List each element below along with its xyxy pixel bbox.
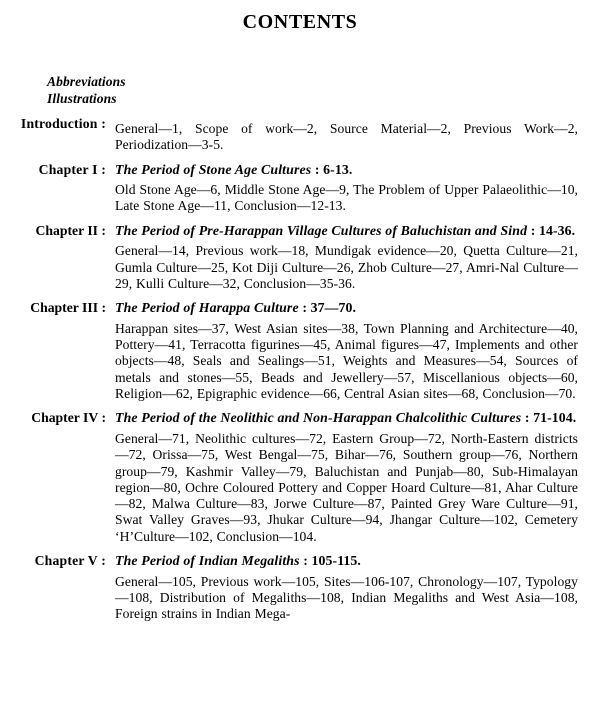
toc-entry-detail: General—1, Scope of work—2, Source Material—2, Previous Work—2, Periodization—3-5.: [115, 121, 578, 153]
toc-entry-body: [115, 410, 578, 545]
toc-entry-body: [115, 300, 578, 402]
toc-entry-body: [115, 223, 578, 292]
toc-entry-chapter-ii: [0, 223, 578, 292]
toc-entry-introduction: [0, 116, 578, 154]
front-matter-list: [0, 73, 600, 107]
toc-entry-detail: Old Stone Age—6, Middle Stone Age—9, The Problem of Upper Palaeolithic—10, Late Stone Age—11, Conclusion—12-13.: [115, 182, 578, 214]
toc-entry-label: Chapter II :: [35, 222, 106, 238]
toc-entry-chapter-iii: [0, 300, 578, 402]
front-matter-item-illustrations: Illustrations: [47, 91, 117, 106]
toc-entry-chapter-v: [0, 553, 578, 622]
toc-entry-label: Chapter IV :: [31, 410, 106, 426]
toc-entry-pages: : 14-36.: [530, 222, 576, 238]
toc-entry-heading: [115, 300, 578, 317]
toc-entry-detail: General—105, Previous work—105, Sites—106-107, Chronology—107, Typology—108, Distribution of Megaliths—108, Indian Megaliths and West Asia—108, Foreign strains in Indian Mega-: [115, 573, 578, 622]
toc-entry-heading-title: The Period of Harappa Culture: [115, 300, 299, 316]
toc-entry-pages: : 105-115.: [303, 553, 361, 569]
toc-entry-detail: Harappan sites—37, West Asian sites—38, Town Planning and Architecture—40, Pottery—41, Terracotta figurines—45, Animal figures—47, Implements and other objects—48, Seals and Sealings—51, Weights and Measures—54, Sources of metals and stones—55, Beads and Jewellery—57, Miscellanious objects—60, Religion—62, Epigraphic evidence—66, Central Asian sites—68, Conclusion—70.: [115, 320, 578, 402]
toc-entry-heading: [115, 410, 578, 427]
front-matter-item-abbreviations: Abbreviations: [47, 74, 126, 89]
toc-entry-pages: : 37—70.: [302, 300, 357, 316]
toc-entry-pages: : 6-13.: [314, 161, 353, 177]
toc-entry-label: Chapter I :: [38, 161, 106, 177]
toc-entry-heading-title: The Period of Pre-Harappan Village Cultures of Baluchistan and Sind: [115, 222, 528, 238]
toc-entry-detail: General—71, Neolithic cultures—72, Eastern Group—72, North-Eastern districts—72, Orissa—75, West Bengal—75, Bihar—76, Southern group—76, Northern group—79, Kashmir Valley—79, Baluchistan and Punjab—80, Sub-Himalayan region—80, Ochre Coloured Pottery and Copper Hoard Culture—81, Ahar Culture—82, Malwa Culture—83, Jorwe Culture—87, Painted Grey Ware Culture—91, Swat Valley Graves—93, Jhukar Culture—94, Jhangar Culture—102, Cemetery ‘H’Culture—102, Conclusion—104.: [115, 430, 578, 544]
toc-entry-heading: [115, 553, 578, 570]
toc-entry-body: [115, 116, 578, 154]
toc-entry-heading-title: The Period of Indian Megaliths: [115, 553, 300, 569]
toc-entry-chapter-iv: [0, 410, 578, 545]
toc-entry-label: Chapter III :: [30, 300, 106, 316]
toc-entry-label: Chapter V :: [34, 553, 106, 569]
toc-entry-pages: : 71-104.: [524, 410, 577, 426]
contents-page: [0, 11, 600, 709]
toc-entry-heading: [115, 223, 578, 240]
toc-entry-body: [115, 162, 578, 215]
toc-entry-chapter-i: [0, 162, 578, 215]
toc-entry-label: Introduction :: [20, 116, 106, 131]
table-of-contents: [0, 116, 600, 623]
toc-entry-detail: General—14, Previous work—18, Mundigak evidence—20, Quetta Culture—21, Gumla Culture—25, Kot Diji Culture—26, Zhob Culture—27, Amri-Nal Culture—29, Kulli Culture—32, Conclusion—35-36.: [115, 243, 578, 291]
page-title: CONTENTS: [242, 11, 358, 33]
toc-entry-heading: [115, 162, 578, 179]
toc-entry-body: [115, 553, 578, 622]
toc-entry-heading-title: The Period of Stone Age Cultures: [115, 161, 312, 177]
toc-entry-heading-title: The Period of the Neolithic and Non-Harappan Chalcolithic Cultures: [115, 410, 522, 426]
